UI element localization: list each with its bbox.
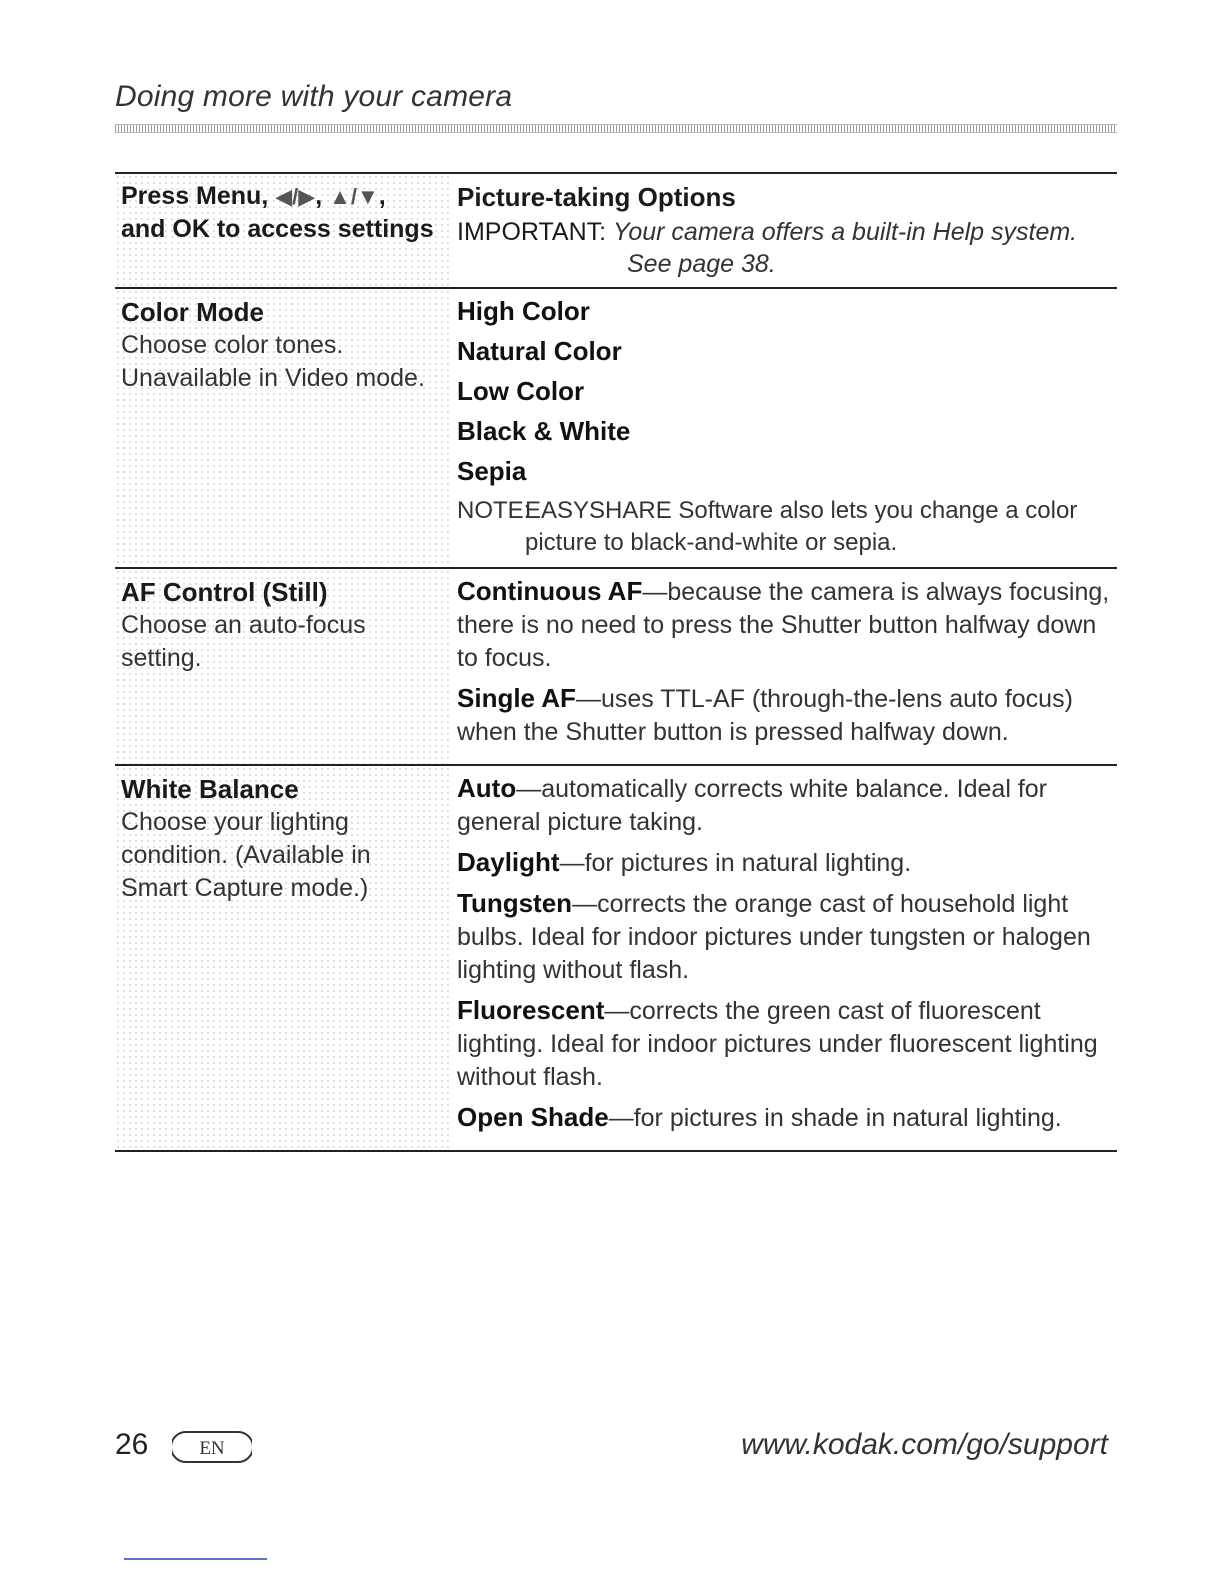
header-right-cell xyxy=(453,174,1117,287)
option-daylight: Daylight—for pictures in natural lighting. xyxy=(457,847,912,877)
setting-options-cell xyxy=(453,569,1117,764)
option-auto: Auto—automatically corrects white balance. Ideal for general picture taking. xyxy=(457,773,1048,836)
setting-left-cell xyxy=(115,569,453,764)
option-high-color: High Color xyxy=(457,296,590,326)
note-text: EASYSHARE Software also lets you change a color picture to black-and-white or sepia. xyxy=(525,497,1078,556)
picture-taking-options-title: Picture-taking Options xyxy=(457,182,736,212)
setting-description: Choose an auto-focus setting. xyxy=(121,611,366,672)
header-instruction-line1: Press Menu, ◀/▶, ▲/▼, xyxy=(121,182,386,210)
option-black-white: Black & White xyxy=(457,416,631,446)
option-fluorescent: Fluorescent—corrects the green cast of fluorescent lighting. Ideal for indoor pictures under fluorescent lighting without flash. xyxy=(457,995,1098,1091)
see-page-reference: See page 38. xyxy=(627,250,776,278)
table-header-row xyxy=(115,172,1117,287)
setting-name: White Balance xyxy=(121,774,299,804)
option-tungsten: Tungsten—corrects the orange cast of household light bulbs. Ideal for indoor pictures under tungsten or halogen lighting without flash. xyxy=(457,888,1091,984)
setting-name: AF Control (Still) xyxy=(121,577,328,607)
setting-options-cell xyxy=(453,766,1117,1150)
setting-options-cell xyxy=(453,289,1117,567)
left-right-buttons-icon: ◀/▶ xyxy=(275,184,316,209)
note xyxy=(457,495,1117,559)
important-text: Your camera offers a built-in Help system. xyxy=(613,218,1078,246)
option-low-color: Low Color xyxy=(457,376,585,406)
header-instruction-line2: and OK to access settings xyxy=(121,215,434,243)
important-label: IMPORTANT: xyxy=(457,218,607,246)
setting-description: Choose your lighting condition. (Available in Smart Capture mode.) xyxy=(121,808,371,902)
up-down-buttons-icon: ▲/▼ xyxy=(329,184,379,209)
table-row-af-control xyxy=(115,567,1117,764)
option-natural-color: Natural Color xyxy=(457,336,622,366)
section-title: Doing more with your camera xyxy=(115,80,513,113)
important-notice xyxy=(457,216,1117,249)
language-badge-icon xyxy=(172,1430,252,1464)
setting-left-cell xyxy=(115,766,453,1150)
bottom-rule xyxy=(124,1558,267,1560)
setting-description: Choose color tones. xyxy=(121,331,344,359)
note-label: NOTE: xyxy=(457,497,531,524)
language-badge-label: EN xyxy=(199,1438,225,1459)
option-continuous-af: Continuous AF—because the camera is always focusing, there is no need to press the Shutter button halfway down to focus. xyxy=(457,576,1110,672)
setting-left-cell xyxy=(115,289,453,567)
option-open-shade: Open Shade—for pictures in shade in natural lighting. xyxy=(457,1102,1062,1132)
option-sepia: Sepia xyxy=(457,456,527,486)
setting-name: Color Mode xyxy=(121,297,264,327)
title-rule xyxy=(115,124,1117,133)
options-table xyxy=(115,172,1117,1152)
header-left-cell xyxy=(115,174,453,287)
table-row-color-mode xyxy=(115,287,1117,567)
setting-description: Unavailable in Video mode. xyxy=(121,364,425,392)
option-single-af: Single AF—uses TTL-AF (through-the-lens auto focus) when the Shutter button is pressed halfway down. xyxy=(457,683,1073,746)
page-number: 26 xyxy=(115,1428,149,1461)
support-url[interactable]: www.kodak.com/go/support xyxy=(741,1428,1108,1461)
table-row-white-balance xyxy=(115,764,1117,1152)
